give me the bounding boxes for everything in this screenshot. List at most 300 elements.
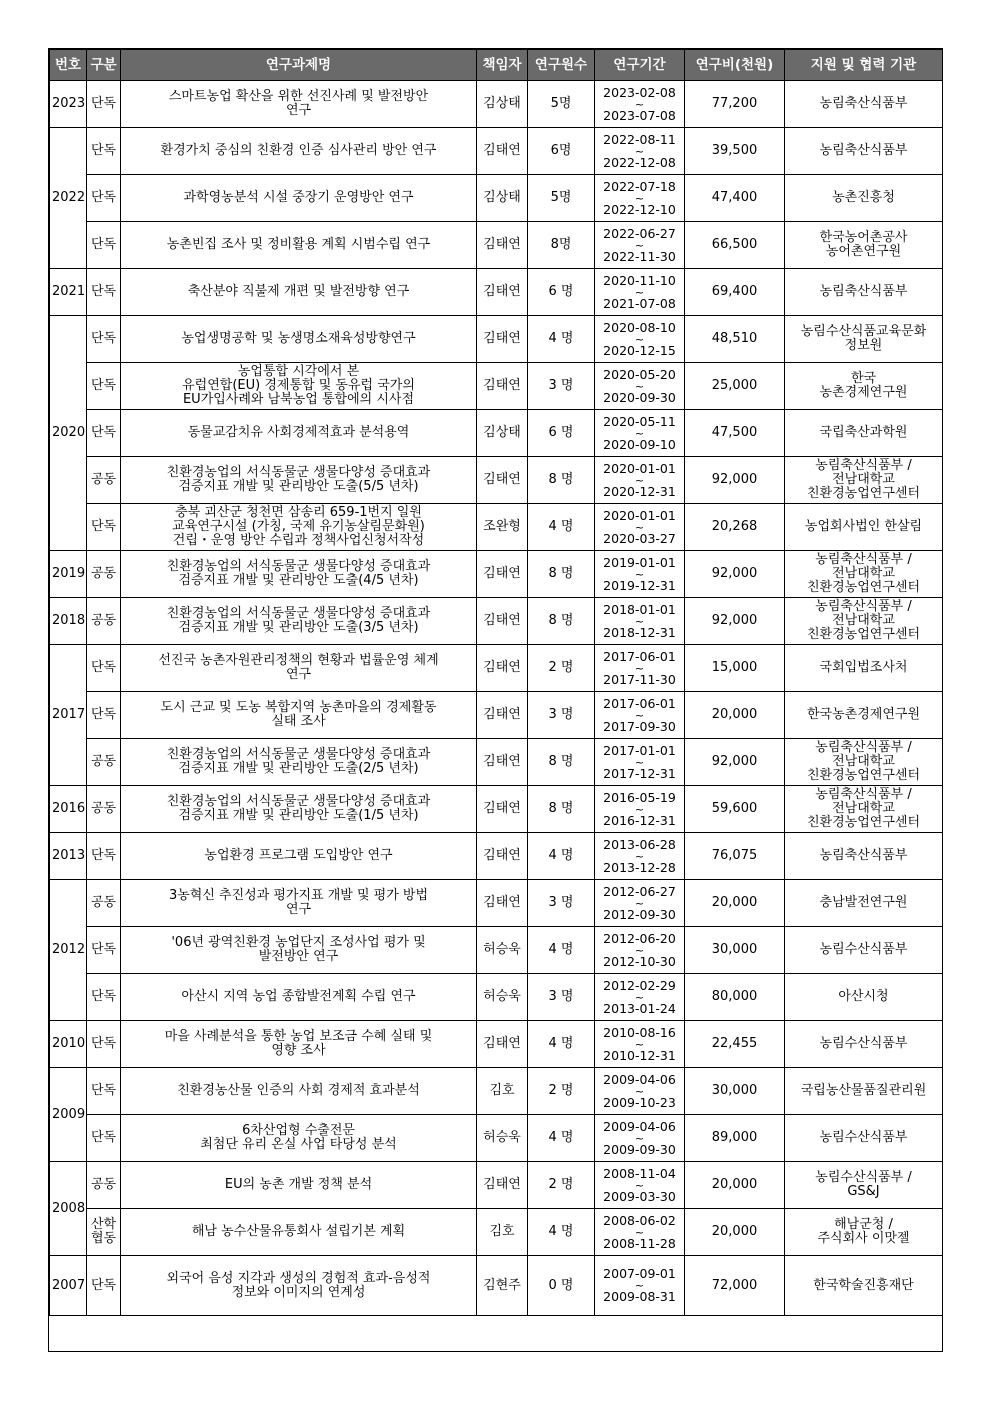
type-text: 단독 <box>90 848 117 863</box>
type-text: 단독 <box>90 284 117 299</box>
org-line: 국회입법조사처 <box>819 660 908 675</box>
org-cell <box>785 833 943 880</box>
members-cell: 4 명 <box>528 316 595 363</box>
period-end: 2020-12-15 <box>603 342 676 358</box>
members-cell: 0 명 <box>528 1256 595 1316</box>
table-row <box>50 1162 943 1209</box>
period-end: 2009-08-31 <box>603 1289 676 1304</box>
members-cell: 3 명 <box>528 692 595 739</box>
title-line: 친환경농업의 서식동물군 생물다양성 증대효과 <box>166 465 431 480</box>
type-text: 공동 <box>90 1177 117 1192</box>
period-tilde: ~ <box>634 990 645 1004</box>
period-end: 2016-12-31 <box>603 812 676 828</box>
period-cell <box>595 974 685 1021</box>
budget-cell: 20,000 <box>685 1162 785 1209</box>
type-cell <box>87 316 121 363</box>
period-cell <box>595 410 685 457</box>
period-cell <box>595 222 685 269</box>
type-text: 단독 <box>90 519 117 534</box>
title-line: 마을 사례분석을 통한 농업 보조금 수혜 실태 및 <box>164 1029 433 1044</box>
members-cell: 4 명 <box>528 927 595 974</box>
lead-cell: 김상태 <box>477 175 528 222</box>
period-end: 2017-11-30 <box>603 671 676 687</box>
members-cell: 8 명 <box>528 786 595 833</box>
year-cell: 2020 <box>50 316 87 551</box>
title-cell <box>121 739 477 786</box>
period-start: 2020-01-01 <box>603 507 676 523</box>
period-start: 2010-08-16 <box>603 1024 676 1040</box>
period-tilde: ~ <box>634 191 645 205</box>
org-line: 농림축산식품부 / <box>815 552 912 567</box>
type-cell <box>87 410 121 457</box>
header-lead: 책임자 <box>477 50 528 81</box>
members-cell: 8명 <box>528 222 595 269</box>
members-cell: 2 명 <box>528 1068 595 1115</box>
type-cell <box>87 457 121 504</box>
period-cell <box>595 880 685 927</box>
type-text: 단독 <box>90 707 117 722</box>
org-line: 농림축산식품부 <box>819 96 908 111</box>
period-start: 2017-06-01 <box>603 648 676 664</box>
period-end: 2020-12-31 <box>603 483 676 499</box>
members-cell: 8 명 <box>528 457 595 504</box>
members-cell: 5명 <box>528 175 595 222</box>
title-cell <box>121 833 477 880</box>
budget-cell: 59,600 <box>685 786 785 833</box>
table-row <box>50 974 943 1021</box>
period-start: 2007-09-01 <box>603 1266 676 1281</box>
type-cell <box>87 739 121 786</box>
type-text: 공동 <box>90 613 117 628</box>
title-line: 6차산업형 수출전문 <box>242 1123 355 1138</box>
header-org: 지원 및 협력 기관 <box>785 50 943 81</box>
year-cell: 2022 <box>50 128 87 269</box>
table-row <box>50 833 943 880</box>
org-cell <box>785 739 943 786</box>
budget-cell: 15,000 <box>685 645 785 692</box>
budget-cell: 47,500 <box>685 410 785 457</box>
lead-cell: 김호 <box>477 1068 528 1115</box>
org-line: 농림축산식품부 <box>819 848 908 863</box>
type-text: 공동 <box>90 472 117 487</box>
title-cell <box>121 316 477 363</box>
table-row <box>50 504 943 551</box>
title-cell <box>121 927 477 974</box>
title-line: 연구 <box>285 667 312 682</box>
table-row <box>50 1256 943 1316</box>
title-cell <box>121 1209 477 1256</box>
budget-cell: 72,000 <box>685 1256 785 1316</box>
period-cell <box>595 457 685 504</box>
type-cell <box>87 833 121 880</box>
type-cell <box>87 1209 121 1256</box>
org-cell <box>785 175 943 222</box>
org-line: 농어촌연구원 <box>825 244 902 259</box>
budget-cell: 48,510 <box>685 316 785 363</box>
org-line: 농림축산식품부 / <box>815 787 912 802</box>
header-members: 연구원수 <box>528 50 595 81</box>
period-start: 2020-08-10 <box>603 319 676 335</box>
period-start: 2018-01-01 <box>603 601 676 617</box>
type-text: 단독 <box>90 660 117 675</box>
type-cell <box>87 1068 121 1115</box>
lead-cell: 김태연 <box>477 645 528 692</box>
period-cell <box>595 739 685 786</box>
members-cell: 5명 <box>528 81 595 128</box>
members-cell: 8 명 <box>528 598 595 645</box>
lead-cell: 김태연 <box>477 128 528 175</box>
year-cell: 2010 <box>50 1021 87 1068</box>
title-line: 유럽연합(EU) 경제통합 및 동유럽 국가의 <box>182 378 415 393</box>
period-start: 2020-05-20 <box>603 366 676 382</box>
org-cell <box>785 81 943 128</box>
table-row <box>50 457 943 504</box>
title-line: 검증지표 개발 및 관리방안 도출(5/5 년차) <box>178 479 419 494</box>
table-row <box>50 1115 943 1162</box>
title-line: 3농혁신 추진성과 평가지표 개발 및 평가 방법 <box>168 888 429 903</box>
budget-cell: 92,000 <box>685 598 785 645</box>
type-text: 단독 <box>90 1036 117 1051</box>
year-cell: 2012 <box>50 880 87 1021</box>
period-end: 2013-01-24 <box>603 1000 676 1016</box>
period-tilde: ~ <box>634 943 645 957</box>
period-end: 2017-12-31 <box>603 765 676 781</box>
type-cell <box>87 1115 121 1162</box>
title-line: 농촌빈집 조사 및 정비활용 계획 시범수립 연구 <box>166 237 431 252</box>
period-tilde: ~ <box>634 520 645 534</box>
org-line: 국립축산과학원 <box>819 425 908 440</box>
title-cell <box>121 1115 477 1162</box>
title-line: 발전방안 연구 <box>258 949 339 964</box>
period-tilde: ~ <box>634 567 645 581</box>
type-text: 공동 <box>90 895 117 910</box>
title-cell <box>121 128 477 175</box>
period-start: 2019-01-01 <box>603 554 676 570</box>
year-cell: 2023 <box>50 81 87 128</box>
type-cell <box>87 1021 121 1068</box>
budget-cell: 69,400 <box>685 269 785 316</box>
title-line: 영향 조사 <box>271 1043 326 1058</box>
title-line: 동물교감치유 사회경제적효과 분석용역 <box>187 425 410 440</box>
org-cell <box>785 128 943 175</box>
period-cell <box>595 128 685 175</box>
title-line: EU의 농촌 개발 정책 분석 <box>224 1177 373 1192</box>
period-tilde: ~ <box>634 708 645 722</box>
type-cell <box>87 1162 121 1209</box>
type-cell <box>87 363 121 410</box>
lead-cell: 김태연 <box>477 1162 528 1209</box>
org-cell <box>785 692 943 739</box>
org-cell <box>785 880 943 927</box>
period-cell <box>595 81 685 128</box>
budget-cell: 92,000 <box>685 457 785 504</box>
lead-cell: 허승욱 <box>477 974 528 1021</box>
type-text: 단독 <box>90 190 117 205</box>
org-line: 친환경농업연구센터 <box>806 768 921 783</box>
table-row <box>50 880 943 927</box>
period-start: 2013-06-28 <box>603 836 676 852</box>
budget-cell: 30,000 <box>685 927 785 974</box>
org-cell <box>785 1209 943 1256</box>
members-cell: 8 명 <box>528 739 595 786</box>
title-line: 환경가치 중심의 친환경 인증 심사관리 방안 연구 <box>160 143 437 158</box>
period-start: 2022-08-11 <box>603 131 676 147</box>
org-line: GS&J <box>847 1184 880 1199</box>
org-line: 농림수산식품부 <box>819 1036 908 1051</box>
type-text: 단독 <box>90 96 117 111</box>
period-tilde: ~ <box>634 802 645 816</box>
budget-cell: 20,000 <box>685 1209 785 1256</box>
title-line: 도시 근교 및 도농 복합지역 농촌마을의 경제활동 <box>160 700 437 715</box>
budget-cell: 47,400 <box>685 175 785 222</box>
period-cell <box>595 1256 685 1316</box>
members-cell: 4 명 <box>528 1209 595 1256</box>
org-line: 전남대학교 <box>832 754 895 769</box>
org-line: 농림축산식품부 / <box>815 740 912 755</box>
period-tilde: ~ <box>634 661 645 675</box>
period-cell <box>595 786 685 833</box>
period-tilde: ~ <box>634 1037 645 1051</box>
title-line: 축산분야 직불제 개편 및 발전방향 연구 <box>187 284 410 299</box>
lead-cell: 김태연 <box>477 551 528 598</box>
title-cell <box>121 457 477 504</box>
period-start: 2012-02-29 <box>603 977 676 993</box>
title-line: 검증지표 개발 및 관리방안 도출(4/5 년차) <box>178 573 419 588</box>
lead-cell: 김태연 <box>477 316 528 363</box>
period-start: 2020-05-11 <box>603 413 676 429</box>
table-row <box>50 410 943 457</box>
title-line: '06년 광역친환경 농업단지 조성사업 평가 및 <box>171 935 426 950</box>
period-end: 2017-09-30 <box>603 718 676 734</box>
year-cell: 2009 <box>50 1068 87 1162</box>
org-line: 주식회사 이맛젤 <box>817 1231 910 1246</box>
period-end: 2023-07-08 <box>603 107 676 123</box>
period-tilde: ~ <box>634 473 645 487</box>
type-text: 단독 <box>90 378 117 393</box>
title-line: 과학영농분석 시설 중장기 운영방안 연구 <box>183 190 414 205</box>
table-row <box>50 81 943 128</box>
type-text: 단독 <box>90 143 117 158</box>
members-cell: 4 명 <box>528 1115 595 1162</box>
table-body <box>50 81 943 1316</box>
title-line: 최첨단 유리 온실 사업 타당성 분석 <box>200 1137 397 1152</box>
lead-cell: 김상태 <box>477 410 528 457</box>
period-start: 2009-04-06 <box>603 1118 676 1134</box>
period-end: 2009-09-30 <box>603 1141 676 1157</box>
lead-cell: 김태연 <box>477 739 528 786</box>
budget-cell: 25,000 <box>685 363 785 410</box>
title-cell <box>121 551 477 598</box>
header-title: 연구과제명 <box>121 50 477 81</box>
title-cell <box>121 692 477 739</box>
period-cell <box>595 175 685 222</box>
period-cell <box>595 833 685 880</box>
lead-cell: 김태연 <box>477 598 528 645</box>
lead-cell: 김상태 <box>477 81 528 128</box>
budget-cell: 92,000 <box>685 551 785 598</box>
period-tilde: ~ <box>634 285 645 299</box>
table-header-row <box>50 50 943 81</box>
type-cell <box>87 504 121 551</box>
title-cell <box>121 175 477 222</box>
period-end: 2010-12-31 <box>603 1047 676 1063</box>
type-cell <box>87 645 121 692</box>
title-line: 농업통합 시각에서 본 <box>237 364 360 379</box>
org-line: 전남대학교 <box>832 801 895 816</box>
lead-cell: 조완형 <box>477 504 528 551</box>
members-cell: 2 명 <box>528 645 595 692</box>
period-start: 2023-02-08 <box>603 84 676 100</box>
period-cell <box>595 598 685 645</box>
title-cell <box>121 504 477 551</box>
header-no: 번호 <box>50 50 87 81</box>
period-end: 2020-09-30 <box>603 389 676 405</box>
period-end: 2022-12-08 <box>603 154 676 170</box>
lead-cell: 김태연 <box>477 457 528 504</box>
period-end: 2008-11-28 <box>603 1235 676 1251</box>
title-line: 교육연구시설 (가칭, 국제 유기농살림문화원) <box>172 519 425 534</box>
table-row <box>50 175 943 222</box>
year-cell: 2013 <box>50 833 87 880</box>
org-cell <box>785 551 943 598</box>
type-cell <box>87 81 121 128</box>
org-cell <box>785 1021 943 1068</box>
table-row <box>50 786 943 833</box>
members-cell: 6명 <box>528 128 595 175</box>
org-line: 농림수산식품교육문화 <box>800 324 927 339</box>
type-text: 단독 <box>90 942 117 957</box>
org-cell <box>785 1115 943 1162</box>
lead-cell: 김태연 <box>477 833 528 880</box>
type-cell <box>87 128 121 175</box>
org-cell <box>785 645 943 692</box>
org-cell <box>785 1256 943 1316</box>
title-line: 검증지표 개발 및 관리방안 도출(1/5 년차) <box>178 808 419 823</box>
org-line: 농업회사법인 한살림 <box>804 519 923 534</box>
table-row <box>50 598 943 645</box>
title-line: 충북 괴산군 청천면 삼송리 659-1번지 일원 <box>175 505 422 520</box>
table-row <box>50 222 943 269</box>
org-line: 친환경농업연구센터 <box>806 815 921 830</box>
title-cell <box>121 1068 477 1115</box>
period-tilde: ~ <box>634 379 645 393</box>
table-row <box>50 316 943 363</box>
year-cell: 2008 <box>50 1162 87 1256</box>
period-tilde: ~ <box>634 238 645 252</box>
period-tilde: ~ <box>634 426 645 440</box>
members-cell: 6 명 <box>528 269 595 316</box>
research-projects-table <box>49 49 943 1316</box>
title-cell <box>121 1162 477 1209</box>
org-line: 친환경농업연구센터 <box>806 627 921 642</box>
budget-cell: 39,500 <box>685 128 785 175</box>
period-tilde: ~ <box>634 849 645 863</box>
org-line: 농림수산식품부 / <box>815 1170 912 1185</box>
period-cell <box>595 316 685 363</box>
org-line: 아산시청 <box>838 989 889 1004</box>
org-cell <box>785 222 943 269</box>
title-line: 스마트농업 확산을 위한 선진사례 및 발전방안 <box>168 89 429 104</box>
title-cell <box>121 222 477 269</box>
year-cell: 2019 <box>50 551 87 598</box>
title-cell <box>121 410 477 457</box>
title-line: 해남 농수산물유통회사 설립기본 계획 <box>191 1224 406 1239</box>
budget-cell: 92,000 <box>685 739 785 786</box>
period-start: 2020-11-10 <box>603 272 676 288</box>
period-cell <box>595 1021 685 1068</box>
title-line: 연구 <box>285 103 312 118</box>
budget-cell: 77,200 <box>685 81 785 128</box>
title-line: 건립・운영 방안 수립과 정책사업신청서작성 <box>172 533 425 548</box>
type-cell <box>87 598 121 645</box>
year-cell: 2021 <box>50 269 87 316</box>
type-cell <box>87 786 121 833</box>
org-line: 전남대학교 <box>832 472 895 487</box>
org-line: 정보원 <box>844 338 883 353</box>
table-row <box>50 692 943 739</box>
period-start: 2009-04-06 <box>603 1071 676 1087</box>
title-line: EU가입사례와 남북농업 통합에의 시사점 <box>182 392 415 407</box>
budget-cell: 20,268 <box>685 504 785 551</box>
org-line: 농촌진흥청 <box>832 190 895 205</box>
type-cell <box>87 974 121 1021</box>
period-tilde: ~ <box>634 97 645 111</box>
period-end: 2012-10-30 <box>603 953 676 969</box>
lead-cell: 허승욱 <box>477 927 528 974</box>
org-cell <box>785 927 943 974</box>
type-text: 단독 <box>90 331 117 346</box>
title-cell <box>121 1256 477 1316</box>
org-line: 전남대학교 <box>832 613 895 628</box>
period-cell <box>595 1115 685 1162</box>
type-cell <box>87 269 121 316</box>
type-cell <box>87 1256 121 1316</box>
table-row <box>50 739 943 786</box>
period-cell <box>595 927 685 974</box>
budget-cell: 20,000 <box>685 880 785 927</box>
period-start: 2012-06-27 <box>603 883 676 899</box>
period-start: 2017-01-01 <box>603 742 676 758</box>
period-end: 2013-12-28 <box>603 859 676 875</box>
budget-cell: 66,500 <box>685 222 785 269</box>
lead-cell: 김태연 <box>477 786 528 833</box>
period-end: 2012-09-30 <box>603 906 676 922</box>
org-line: 한국농어촌공사 <box>819 230 908 245</box>
period-start: 2008-06-02 <box>603 1212 676 1228</box>
org-line: 전남대학교 <box>832 566 895 581</box>
period-tilde: ~ <box>634 755 645 769</box>
period-cell <box>595 1068 685 1115</box>
period-end: 2020-09-10 <box>603 436 676 452</box>
org-cell <box>785 974 943 1021</box>
table-row <box>50 269 943 316</box>
title-line: 외국어 음성 지각과 생성의 경험적 효과-음성적 <box>166 1270 431 1286</box>
period-tilde: ~ <box>634 896 645 910</box>
org-cell <box>785 1162 943 1209</box>
org-line: 친환경농업연구센터 <box>806 486 921 501</box>
header-type: 구분 <box>87 50 121 81</box>
title-cell <box>121 786 477 833</box>
table-row <box>50 1021 943 1068</box>
org-line: 농림수산식품부 <box>819 942 908 957</box>
period-start: 2012-06-20 <box>603 930 676 946</box>
lead-cell: 김현주 <box>477 1256 528 1316</box>
members-cell: 4 명 <box>528 1021 595 1068</box>
members-cell: 2 명 <box>528 1162 595 1209</box>
org-line: 한국 <box>850 371 877 386</box>
period-cell <box>595 692 685 739</box>
org-line: 충남발전연구원 <box>819 895 908 910</box>
